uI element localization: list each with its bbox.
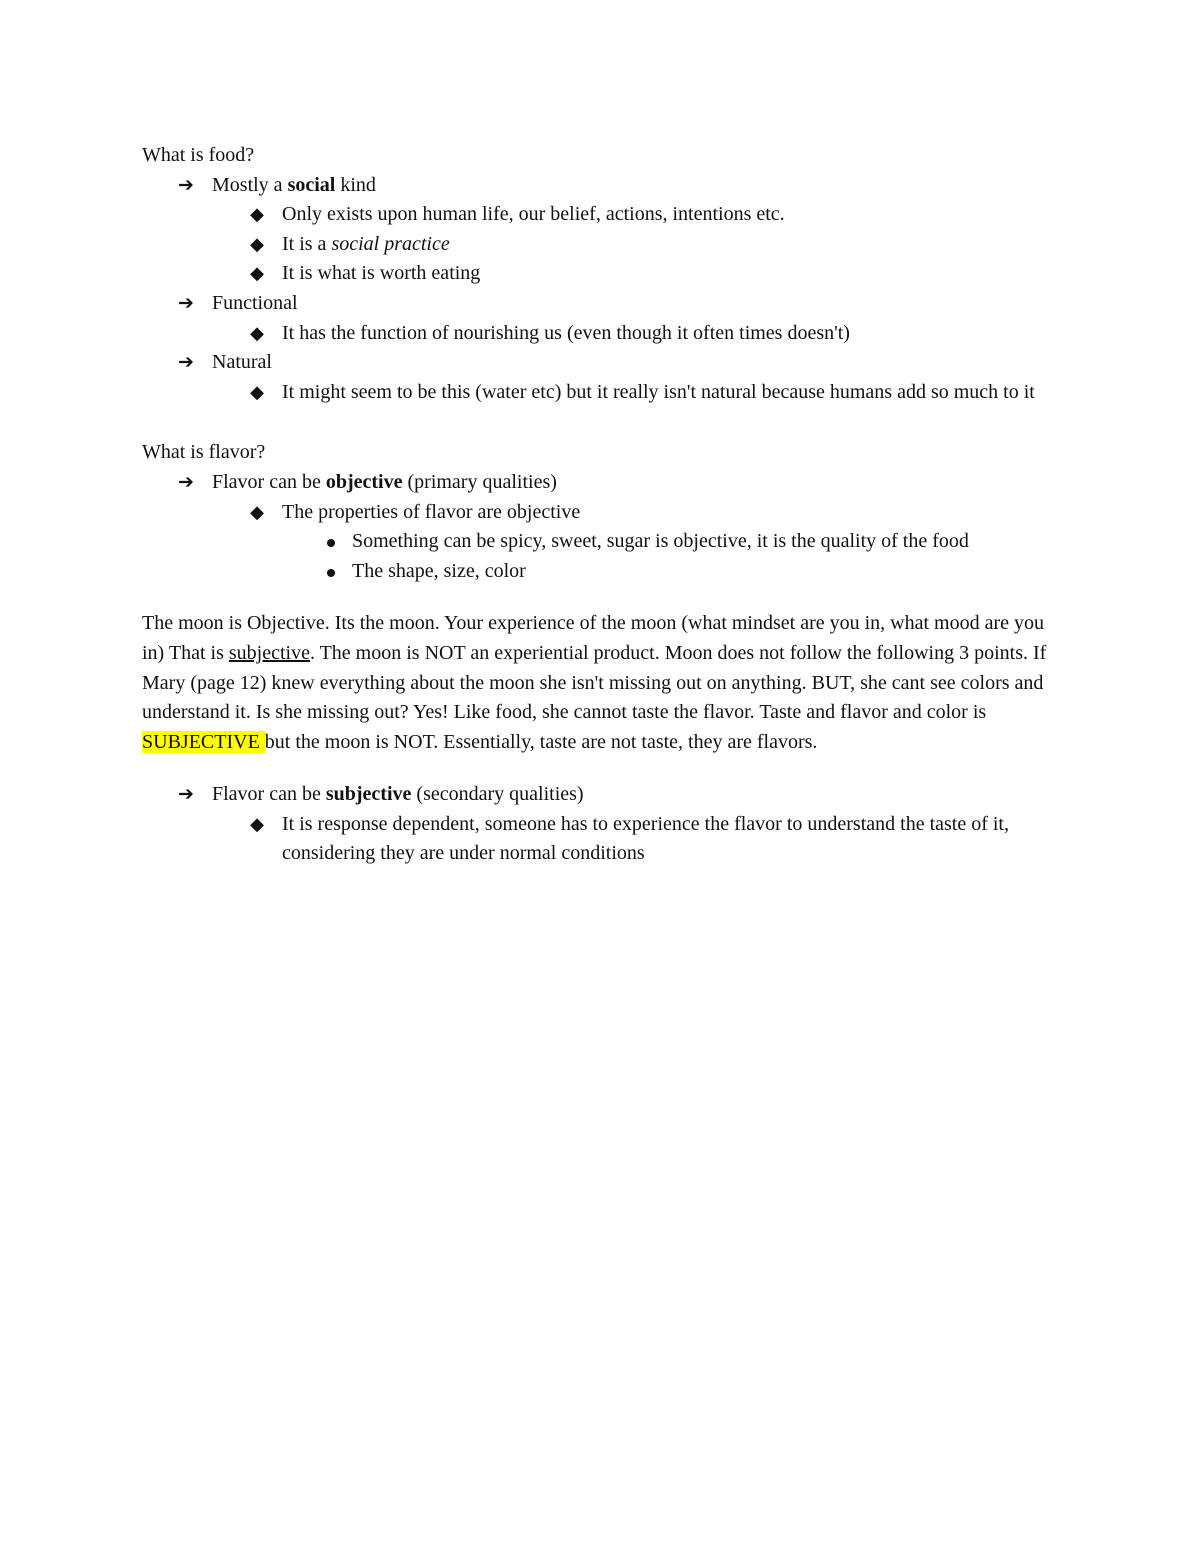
food-functional-sub-1: ◆ It has the function of nourishing us (even though it often times doesn't)	[142, 319, 1062, 349]
bold-social: social	[287, 173, 336, 196]
food-social-sub-2: ◆ It is a social practice	[142, 230, 1062, 260]
flavor-objective-sub-sub-2: The shape, size, color	[142, 557, 1062, 587]
dot-bullet-icon	[315, 527, 339, 557]
dot-bullet-icon	[315, 557, 339, 587]
moon-paragraph: The moon is Objective. Its the moon. Your experience of the moon (what mindset are you in, what mood are you in) That is subjective. The moon is NOT an experiential product. Moon does not follow the following 3 points. If Mary (page 12) knew everything about the moon she isn't missing out on anything. BUT, she cant see colors and understand it. Is she missing out? Yes! Like food, she cannot taste the flavor. Taste and flavor and color is SUBJECTIVE but the moon is NOT. Essentially, taste are not taste, they are flavors.	[142, 612, 1047, 753]
flavor-objective-sub-sub-1: Something can be spicy, sweet, sugar is objective, it is the quality of the food	[142, 527, 1062, 557]
arrow-bullet-icon: ➔	[178, 470, 194, 493]
arrow-bullet-icon: ➔	[178, 351, 194, 374]
diamond-bullet-icon: ◆	[250, 233, 264, 255]
flavor-subjective-sub: ◆ It is response dependent, someone has to experience the flavor to understand the taste of it, considering they are under normal conditions	[142, 810, 1057, 869]
flavor-subjective-item: ➔ Flavor can be subjective (secondary qualities)	[142, 780, 1062, 810]
underlined-subjective: subjective	[228, 641, 310, 664]
bold-subjective: subjective	[325, 783, 412, 806]
food-social-sub-3: ◆ It is what is worth eating	[142, 259, 1062, 289]
diamond-bullet-icon: ◆	[250, 381, 264, 403]
diamond-bullet-icon: ◆	[250, 813, 264, 835]
italic-social-practice: social practice	[331, 232, 450, 255]
flavor-objective-item: ➔ Flavor can be objective (primary qualities)	[142, 468, 1062, 498]
diamond-bullet-icon: ◆	[250, 501, 264, 523]
diamond-bullet-icon: ◆	[250, 263, 264, 285]
bold-objective: objective	[325, 470, 403, 493]
food-question: What is food?	[142, 144, 255, 166]
document-body	[142, 141, 1062, 869]
arrow-bullet-icon: ➔	[178, 783, 194, 806]
highlighted-subjective: SUBJECTIVE	[142, 730, 265, 753]
flavor-objective-sub: ◆ The properties of flavor are objective	[142, 498, 1062, 528]
diamond-bullet-icon: ◆	[250, 204, 264, 226]
flavor-question: What is flavor?	[142, 441, 266, 464]
diamond-bullet-icon: ◆	[250, 322, 264, 344]
food-item-natural: ➔ Natural	[142, 348, 1062, 378]
arrow-bullet-icon: ➔	[178, 291, 194, 314]
food-natural-sub-1: ◆ It might seem to be this (water etc) but it really isn't natural because humans add so much to it	[142, 378, 1062, 408]
arrow-bullet-icon: ➔	[178, 173, 194, 196]
food-social-sub-1: ◆ Only exists upon human life, our belief, actions, intentions etc.	[142, 200, 1062, 230]
food-item-functional: ➔ Functional	[142, 289, 1062, 319]
food-item-social: ➔ Mostly a social kind	[142, 171, 1062, 201]
